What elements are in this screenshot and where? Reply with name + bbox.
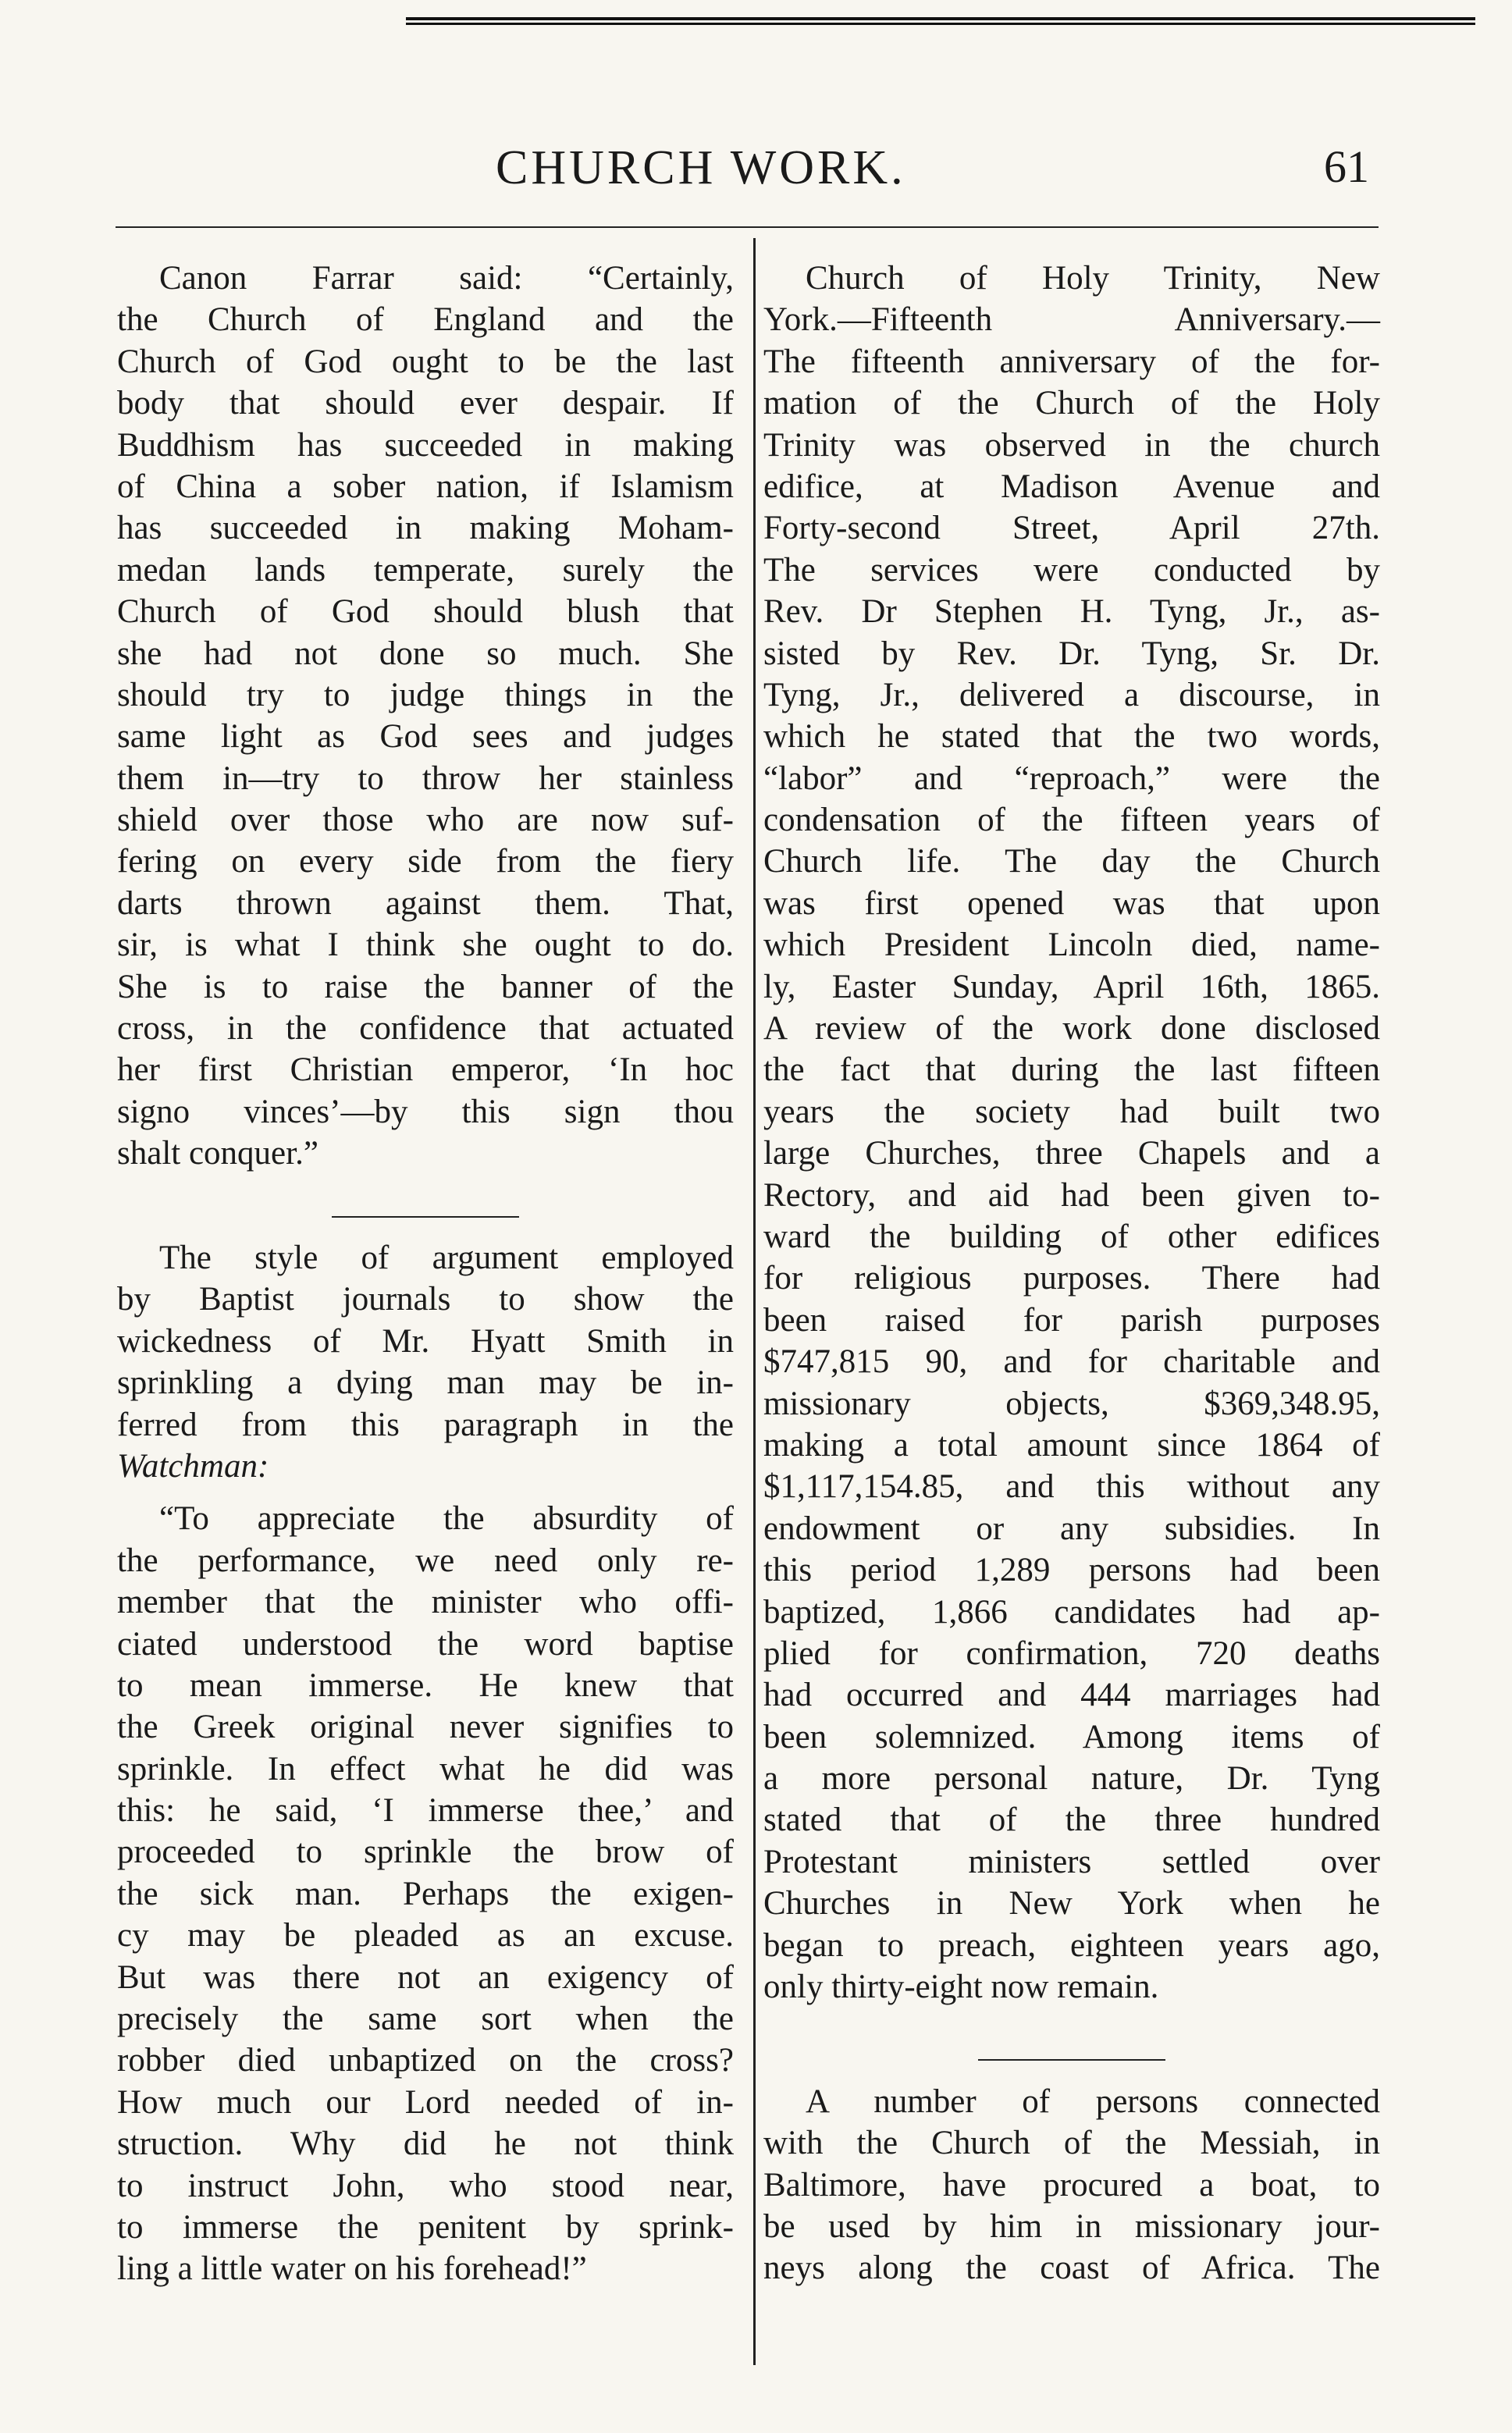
spacer bbox=[117, 1487, 734, 1498]
text-line: for religious purposes. There had bbox=[763, 1260, 1380, 1297]
left-column bbox=[117, 258, 734, 2290]
text-line: robber died unbaptized on the cross? bbox=[117, 2042, 734, 2079]
text-line: this: he said, ‘I immerse thee,’ and bbox=[117, 1792, 734, 1830]
text-line: medan lands temperate, surely the bbox=[117, 551, 734, 589]
text-line: plied for confirmation, 720 deaths bbox=[763, 1634, 1380, 1672]
text-line: neys along the coast of Africa. The bbox=[763, 2250, 1380, 2287]
text-line: this period 1,289 persons had been bbox=[763, 1552, 1380, 1589]
text-line: been solemnized. Among items of bbox=[763, 1718, 1380, 1755]
spacer bbox=[117, 1175, 734, 1196]
text-line: Church life. The day the Church bbox=[763, 843, 1380, 880]
text-line: to mean immerse. He knew that bbox=[117, 1666, 734, 1704]
text-line: endowment or any subsidies. In bbox=[763, 1510, 1380, 1547]
text-line: stated that of the three hundred bbox=[763, 1802, 1380, 1839]
text-line: But was there not an exigency of bbox=[117, 1958, 734, 1996]
text-line: by Baptist journals to show the bbox=[117, 1281, 734, 1318]
text-line: shield over those who are now suf- bbox=[117, 802, 734, 839]
text-line: cross, in the confidence that actuated bbox=[117, 1010, 734, 1048]
text-line: of China a sober nation, if Islamism bbox=[117, 468, 734, 505]
text-line: sprinkling a dying man may be in- bbox=[117, 1364, 734, 1402]
baptist-paragraph bbox=[117, 1237, 734, 1487]
text-line: ward the building of other edifices bbox=[763, 1218, 1380, 1255]
text-line: fering on every side from the fiery bbox=[117, 843, 734, 880]
text-line: “labor” and “reproach,” were the bbox=[763, 759, 1380, 797]
text-line: was first opened was that upon bbox=[763, 884, 1380, 922]
watchman-quote bbox=[117, 1498, 734, 2289]
text-line: cy may be pleaded as an excuse. bbox=[117, 1917, 734, 1955]
text-line: ly, Easter Sunday, April 16th, 1865. bbox=[763, 968, 1380, 1005]
text-line: only thirty-eight now remain. bbox=[763, 1969, 1159, 2006]
text-line: Buddhism has succeeded in making bbox=[117, 426, 734, 464]
text-line: “To appreciate the absurdity of bbox=[159, 1500, 734, 1538]
text-line: $1,117,154.85, and this without any bbox=[763, 1468, 1380, 1506]
text-line: Churches in New York when he bbox=[763, 1885, 1380, 1923]
text-line: edifice, at Madison Avenue and bbox=[763, 468, 1380, 505]
right-column bbox=[763, 258, 1380, 2289]
text-line: shalt conquer.” bbox=[117, 1135, 318, 1172]
text-line: Canon Farrar said: “Certainly, bbox=[159, 260, 734, 297]
text-line: years the society had built two bbox=[763, 1093, 1380, 1130]
text-line: missionary objects, $369,348.95, bbox=[763, 1385, 1380, 1422]
text-line: Rev. Dr Stephen H. Tyng, Jr., as- bbox=[763, 593, 1380, 631]
text-line: sprinkle. In effect what he did was bbox=[117, 1750, 734, 1787]
page-number: 61 bbox=[1324, 141, 1369, 192]
farrar-paragraph bbox=[117, 258, 734, 1175]
text-line: should try to judge things in the bbox=[117, 676, 734, 713]
text-line: body that should ever despair. If bbox=[117, 385, 734, 422]
text-line: $747,815 90, and for charitable and bbox=[763, 1343, 1380, 1381]
text-line: Tyng, Jr., delivered a discourse, in bbox=[763, 676, 1380, 713]
messiah-paragraph bbox=[763, 2081, 1380, 2289]
text-line: Watchman: bbox=[117, 1447, 269, 1485]
text-line: a more personal nature, Dr. Tyng bbox=[763, 1760, 1380, 1798]
text-line: baptized, 1,866 candidates had ap- bbox=[763, 1593, 1380, 1631]
text-line: began to preach, eighteen years ago, bbox=[763, 1926, 1380, 1964]
text-line: The fifteenth anniversary of the for- bbox=[763, 343, 1380, 380]
text-line: A review of the work done disclosed bbox=[763, 1010, 1380, 1048]
text-line: has succeeded in making Moham- bbox=[117, 510, 734, 547]
text-line: A number of persons connected bbox=[806, 2083, 1380, 2120]
text-line: Church of God ought to be the last bbox=[117, 343, 734, 380]
section-separator bbox=[117, 1196, 734, 1237]
trinity-paragraph bbox=[763, 258, 1380, 2008]
text-line: which President Lincoln died, name- bbox=[763, 927, 1380, 964]
text-line: The style of argument employed bbox=[159, 1239, 734, 1276]
text-line: the sick man. Perhaps the exigen- bbox=[117, 1875, 734, 1912]
text-line: Protestant ministers settled over bbox=[763, 1843, 1380, 1880]
text-line: She is to raise the banner of the bbox=[117, 968, 734, 1005]
section-separator bbox=[763, 2039, 1380, 2080]
text-line: member that the minister who offi- bbox=[117, 1584, 734, 1621]
text-line: to instruct John, who stood near, bbox=[117, 2167, 734, 2204]
text-line: York.—Fifteenth Anniversary.— bbox=[763, 301, 1380, 339]
text-line: which he stated that the two words, bbox=[763, 718, 1380, 756]
text-line: Rectory, and aid had been given to- bbox=[763, 1176, 1380, 1214]
text-line: ciated understood the word baptise bbox=[117, 1625, 734, 1663]
text-line: ling a little water on his forehead!” bbox=[117, 2250, 587, 2288]
text-line: signo vinces’—by this sign thou bbox=[117, 1093, 734, 1130]
text-line: the fact that during the last fifteen bbox=[763, 1051, 1380, 1089]
spacer bbox=[763, 2008, 1380, 2039]
text-line: been raised for parish purposes bbox=[763, 1301, 1380, 1339]
text-line: How much our Lord needed of in- bbox=[117, 2083, 734, 2121]
text-line: sisted by Rev. Dr. Tyng, Sr. Dr. bbox=[763, 635, 1380, 672]
top-rule bbox=[406, 17, 1475, 25]
text-line: precisely the same sort when the bbox=[117, 2001, 734, 2038]
running-title: CHURCH WORK. bbox=[496, 141, 906, 194]
text-line: condensation of the fifteen years of bbox=[763, 802, 1380, 839]
text-line: had occurred and 444 marriages had bbox=[763, 1677, 1380, 1714]
text-line: sir, is what I think she ought to do. bbox=[117, 927, 734, 964]
text-line: making a total amount since 1864 of bbox=[763, 1426, 1380, 1464]
text-line: her first Christian emperor, ‘In hoc bbox=[117, 1051, 734, 1089]
text-line: Forty-second Street, April 27th. bbox=[763, 510, 1380, 547]
text-line: with the Church of the Messiah, in bbox=[763, 2125, 1380, 2162]
text-line: the performance, we need only re- bbox=[117, 1542, 734, 1579]
text-line: darts thrown against them. That, bbox=[117, 884, 734, 922]
text-line: Church of Holy Trinity, New bbox=[806, 260, 1380, 297]
text-line: she had not done so much. She bbox=[117, 635, 734, 672]
text-line: struction. Why did he not think bbox=[117, 2125, 734, 2163]
text-line: large Churches, three Chapels and a bbox=[763, 1135, 1380, 1172]
header-rule bbox=[116, 226, 1379, 228]
text-line: Baltimore, have procured a boat, to bbox=[763, 2166, 1380, 2204]
text-line: to immerse the penitent by sprink- bbox=[117, 2208, 734, 2246]
text-line: mation of the Church of the Holy bbox=[763, 385, 1380, 422]
text-line: same light as God sees and judges bbox=[117, 718, 734, 756]
text-line: Trinity was observed in the church bbox=[763, 426, 1380, 464]
text-line: proceeded to sprinkle the brow of bbox=[117, 1834, 734, 1871]
text-line: The services were conducted by bbox=[763, 551, 1380, 589]
text-line: Church of God should blush that bbox=[117, 593, 734, 631]
text-line: the Greek original never signifies to bbox=[117, 1709, 734, 1746]
text-line: ferred from this paragraph in the bbox=[117, 1406, 734, 1443]
page-header bbox=[0, 133, 1512, 219]
text-line: wickedness of Mr. Hyatt Smith in bbox=[117, 1322, 734, 1360]
text-line: be used by him in missionary jour- bbox=[763, 2207, 1380, 2245]
text-line: them in—try to throw her stainless bbox=[117, 759, 734, 797]
column-divider bbox=[753, 238, 756, 2365]
text-line: the Church of England and the bbox=[117, 301, 734, 339]
